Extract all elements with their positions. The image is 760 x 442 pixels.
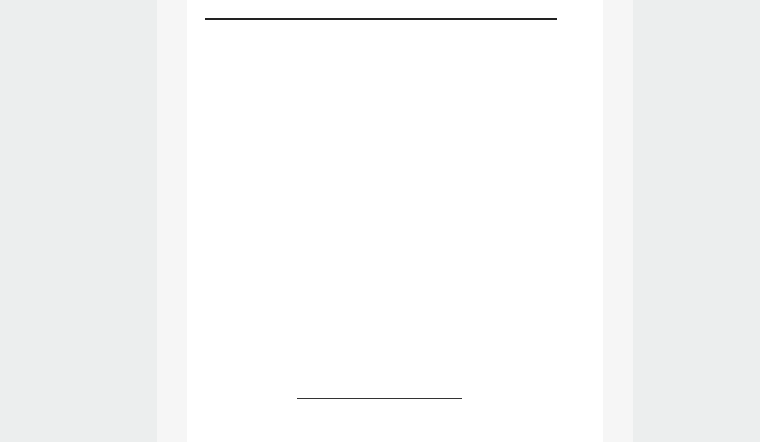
references-rule [297, 398, 462, 399]
top-rule [205, 18, 557, 20]
left-background-margin [157, 0, 187, 442]
document-page [187, 0, 603, 442]
right-background-margin [603, 0, 633, 442]
